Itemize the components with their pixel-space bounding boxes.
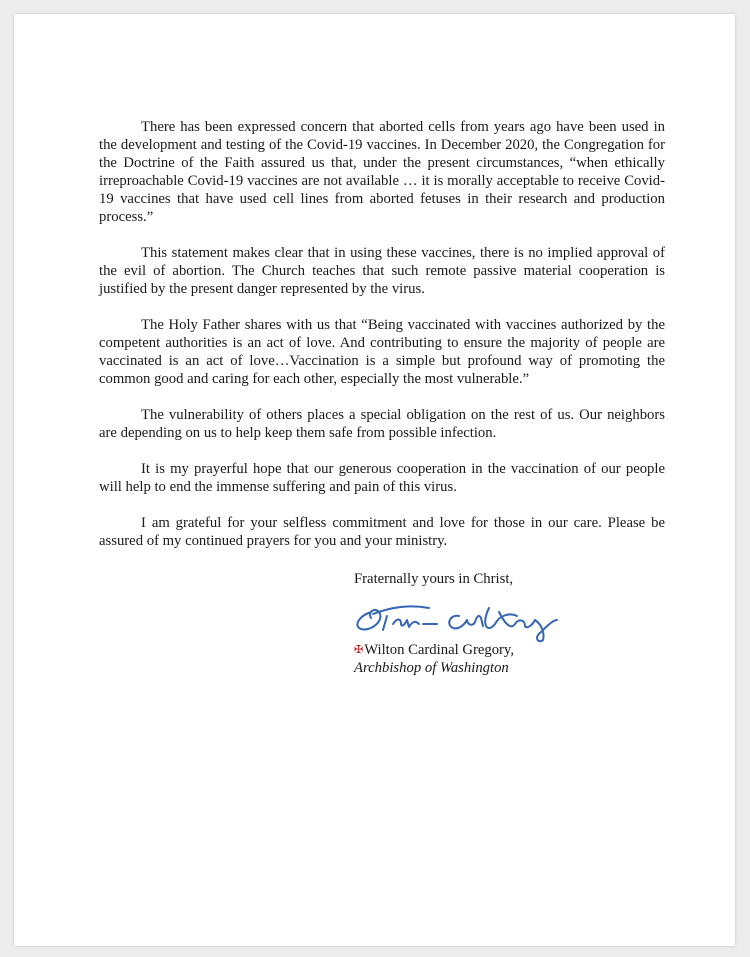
closing-salutation: Fraternally yours in Christ, [354,571,514,587]
signer-name: Wilton Cardinal Gregory, [364,642,514,658]
letter-page [14,14,735,946]
signer-block [354,641,514,677]
letter-body [99,118,665,568]
paragraph-5: It is my prayerful hope that our generous cooperation in the vaccination of our people will help to end the immense suffering and pain of this virus. [99,461,665,495]
paragraph-1: There has been expressed concern that aborted cells from years ago have been used in the development and testing of the Covid-19 vaccines. In December 2020, the Congregation for the Doctrine of the Faith assured us that, under the present circumstances, “when ethically irreproachable Covid-19 vaccines are not available … it is morally acceptable to receive Covid-19 vaccines that have used cell lines from aborted fetuses in their research and production process.” [99,119,665,225]
paragraph-2: This statement makes clear that in using these vaccines, there is no implied approval of the evil of abortion. The Church teaches that such remote passive material cooperation is justified by the present danger represented by the virus. [99,245,665,297]
paragraph-4: The vulnerability of others places a special obligation on the rest of us. Our neighbors are depending on us to help keep them safe from possible infection. [99,407,665,441]
handwritten-signature [349,594,569,644]
paragraph-6: I am grateful for your selfless commitment and love for those in our care. Please be assured of my continued prayers for you and your ministry. [99,515,665,549]
signer-title: Archbishop of Washington [354,660,509,676]
paragraph-3: The Holy Father shares with us that “Being vaccinated with vaccines authorized by the competent authorities is an act of love. And contributing to ensure the majority of people are vaccinated is an act of love…Vaccination is a simple but profound way of promoting the common good and caring for each other, especially the most vulnerable.” [99,317,665,387]
cross-icon: ✠ [354,644,364,656]
closing-block [354,570,654,588]
